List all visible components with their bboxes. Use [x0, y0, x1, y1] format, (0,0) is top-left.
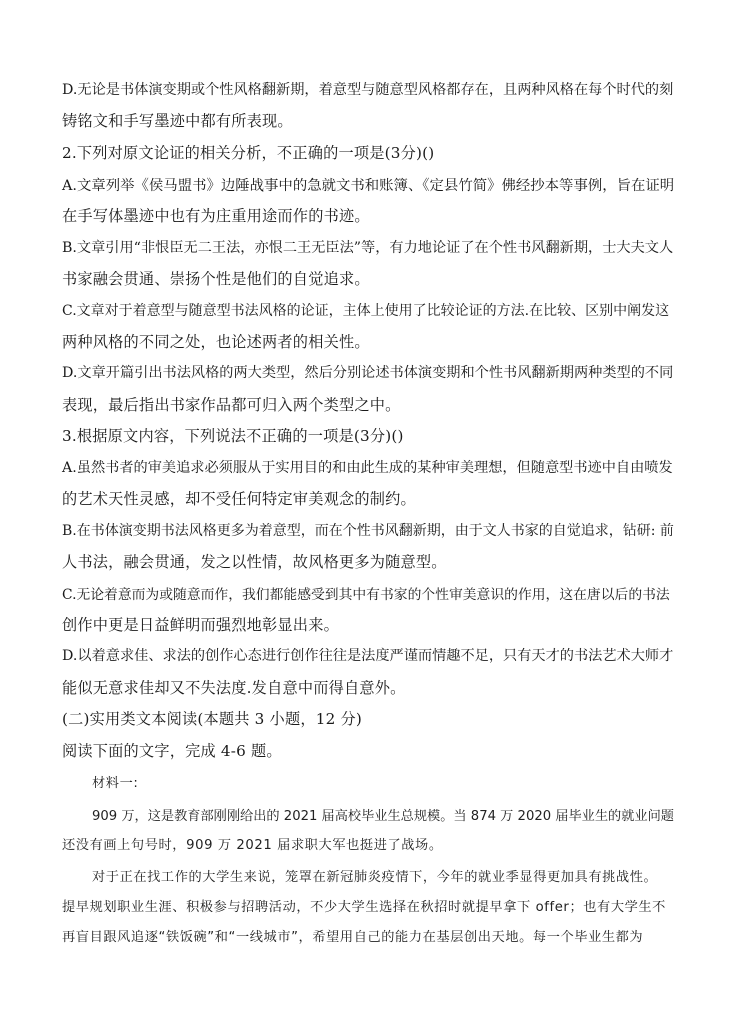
option-d-q3-line1: D.以着意求佳、求法的创作心态进行创作往往是法度严谨而情趣不足，只有天才的书法艺术大师才: [62, 648, 674, 664]
material-paragraph-line: 909 万，这是教育部刚刚给出的 2021 届高校毕业生总规模。当 874 万 2020 届毕业生的就业问题: [92, 809, 674, 824]
option-c-q3-line1: C.无论着意而为或随意而作，我们都能感受到其中有书家的个性审美意识的作用，这在唐以后的书法: [62, 587, 670, 603]
section-heading: (二)实用类文本阅读(本题共 3 小题，12 分): [62, 710, 362, 728]
material-paragraph-line: 还没有画上句号时，909 万 2021 届求职大军也挺进了战场。: [62, 838, 443, 853]
material-paragraph-line: 再盲目跟风追逐“铁饭碗”和“一线城市”，希望用自己的能力在基层创出天地。每一个毕业生都为: [62, 930, 644, 945]
option-a-q2-line2: 在手写体墨迹中也有为庄重用途而作的书迹。: [62, 207, 370, 225]
option-a-q3-line2: 的艺术天性灵感，却不受任何特定审美观念的制约。: [62, 490, 416, 508]
material-heading: 材料一:: [92, 776, 139, 791]
option-a-q2-line1: A.文章列举《侯马盟书》边陲战事中的急就文书和账簿、《定县竹简》佛经抄本等事例，旨在证明: [62, 178, 675, 194]
option-c-q2-line2: 两种风格的不同之处，也论述两者的相关性。: [62, 333, 370, 351]
option-d-q3-line2: 能似无意求佳却又不失法度.发自意中而得自意外。: [62, 679, 406, 697]
option-c-q3-line2: 创作中更是日益鲜明而强烈地彰显出来。: [62, 616, 339, 634]
material-paragraph-line: 对于正在找工作的大学生来说，笼罩在新冠肺炎疫情下，今年的就业季显得更加具有挑战性。: [92, 870, 658, 885]
option-b-q2-line2: 书家融会贯通、崇扬个性是他们的自觉追求。: [62, 270, 370, 288]
question-3-stem: 3.根据原文内容，下列说法不正确的一项是(3分)(): [62, 427, 404, 445]
question-2-stem: 2.下列对原文论证的相关分析，不正确的一项是(3分)(): [62, 144, 435, 162]
material-paragraph-line: 提早规划职业生涯、积极参与招聘活动，不少大学生选择在秋招时就提早拿下 offer；也有大学生不: [62, 900, 666, 915]
option-b-q3-line1: B.在书体演变期书法风格更多为着意型，而在个性书风翻新期，由于文人书家的自觉追求，钻研: 前: [62, 523, 674, 539]
option-d-q1-line2: 铸铭文和手写墨迹中都有所表现。: [62, 112, 293, 130]
option-c-q2-line1: C.文章对于着意型与随意型书法风格的论证，主体上使用了比较论证的方法.在比较、区别中阐发这: [62, 303, 670, 319]
option-b-q2-line1: B.文章引用“非恨臣无二王法，亦恨二王无臣法”等，有力地论证了在个性书风翻新期，士大夫文人: [62, 240, 674, 256]
option-a-q3-line1: A.虽然书者的审美追求必须服从于实用目的和由此生成的某种审美理想，但随意型书迹中自由喷发: [62, 460, 673, 476]
reading-instruction: 阅读下面的文字，完成 4-6 题。: [62, 742, 282, 760]
option-b-q3-line2: 人书法，融会贯通，发之以性情，故风格更多为随意型。: [62, 553, 447, 571]
option-d-q2-line1: D.文章开篇引出书法风格的两大类型，然后分别论述书体演变期和个性书风翻新期两种类型的不同: [62, 365, 674, 381]
option-d-q2-line2: 表现，最后指出书家作品都可归入两个类型之中。: [62, 396, 401, 414]
option-d-q1-line1: D.无论是书体演变期或个性风格翻新期，着意型与随意型风格都存在，且两种风格在每个时代的刻: [62, 82, 674, 98]
